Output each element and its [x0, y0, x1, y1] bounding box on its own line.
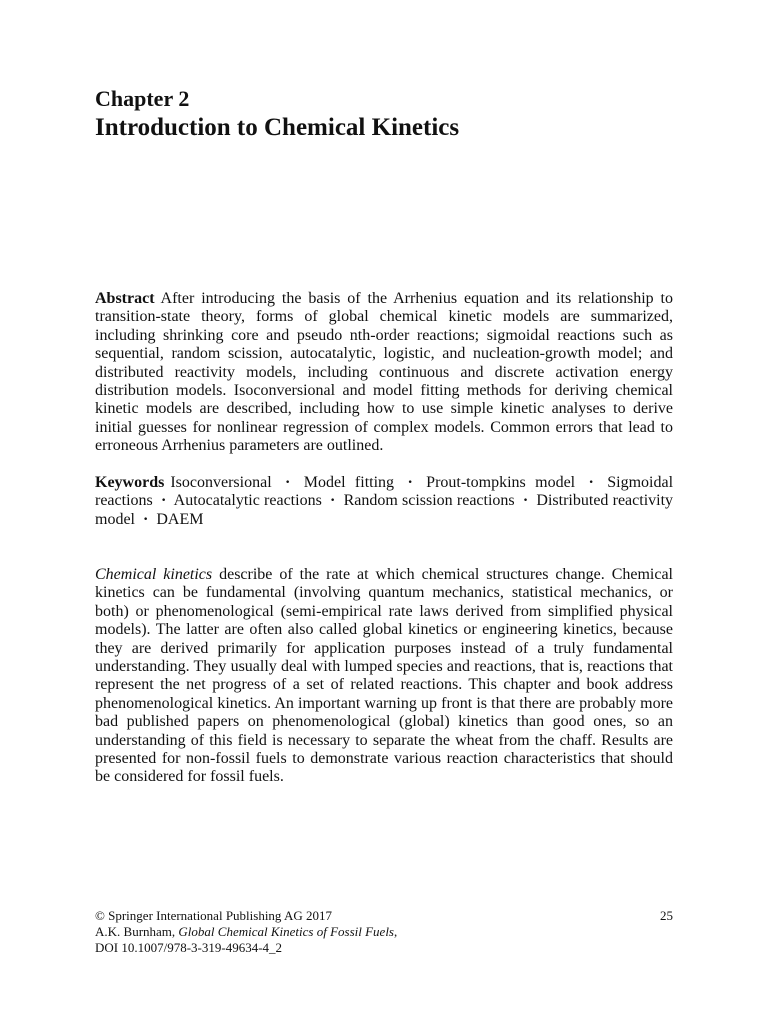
- citation-suffix: ,: [394, 924, 398, 939]
- body-paragraph: [95, 566, 673, 787]
- keyword-separator: ·: [407, 474, 413, 491]
- keyword-item: DAEM: [156, 510, 204, 528]
- keywords-section: [95, 474, 673, 529]
- keyword-separator: ·: [143, 510, 149, 528]
- chapter-label: Chapter 2: [95, 86, 190, 111]
- keyword-separator: ·: [285, 474, 291, 491]
- keyword-separator: ·: [160, 492, 167, 510]
- chapter-title: Introduction to Chemical Kinetics: [95, 114, 460, 141]
- keyword-item: Distributed reactivity model: [95, 492, 674, 528]
- abstract-label: Abstract: [95, 290, 155, 307]
- keyword-separator: ·: [330, 492, 336, 510]
- copyright-line: © Springer International Publishing AG 2017: [95, 908, 332, 923]
- keyword-separator: ·: [522, 492, 529, 510]
- body-lead-term: Chemical kinetics: [95, 566, 213, 583]
- keyword-item: Random scission reactions: [343, 492, 515, 510]
- page-number: 25: [660, 908, 673, 923]
- keyword-item: Model fitting: [303, 474, 395, 491]
- keyword-separator: ·: [588, 474, 594, 491]
- citation-author: A.K. Burnham,: [95, 924, 176, 939]
- doi-line: DOI 10.1007/978-3-319-49634-4_2: [95, 940, 283, 955]
- citation-line: [95, 924, 673, 940]
- keyword-item: Autocatalytic reactions: [173, 492, 322, 510]
- abstract-text: After introducing the basis of the Arrhenius equation and its relationship to transition-state theory, forms of global chemical kinetic models are summarized, including shrinking core and pseudo nth-order reactions; sigmoidal reactions such as sequential, random scission, autocatalytic, logistic, and nucleation-growth model; and distributed reactivity models, including continuous and discrete activation energy distribution models. Isoconversional and model fitting methods for deriving chemical kinetic models are described, including how to use simple kinetic analyses to derive initial guesses for nonlinear regression of complex models. Common errors that lead to erroneous Arrhenius parameters are outlined.: [95, 290, 673, 455]
- keyword-item: Isoconversional: [170, 474, 272, 491]
- keyword-item: Sigmoidal reactions: [95, 474, 674, 510]
- keywords-label: Keywords: [95, 474, 165, 491]
- citation-book-title: Global Chemical Kinetics of Fossil Fuels: [178, 924, 394, 939]
- keyword-item: Prout-tompkins model: [426, 474, 576, 491]
- keyword-list: [95, 474, 673, 528]
- body-text: describe of the rate at which chemical structures change. Chemical kinetics can be fundamental (involving quantum mechanics, statistical mechanics, or both) or phenomenological (semi-empirical rate laws derived from simplified physical models). The latter are often also called global kinetics or engineering kinetics, because they are derived primarily for application purposes instead of a truly fundamental understanding. They usually deal with lumped species and reactions, that is, reactions that represent the net progress of a set of related reactions. This chapter and book address phenomenological kinetics. An important warning up front is that there are probably more bad published papers on phenomenological (global) kinetics than good ones, so an understanding of this field is necessary to separate the wheat from the chaff. Results are presented for non-fossil fuels to demonstrate various reaction characteristics that should be considered for fossil fuels.: [95, 566, 674, 786]
- abstract-section: [95, 290, 673, 456]
- page-footer: [95, 908, 673, 956]
